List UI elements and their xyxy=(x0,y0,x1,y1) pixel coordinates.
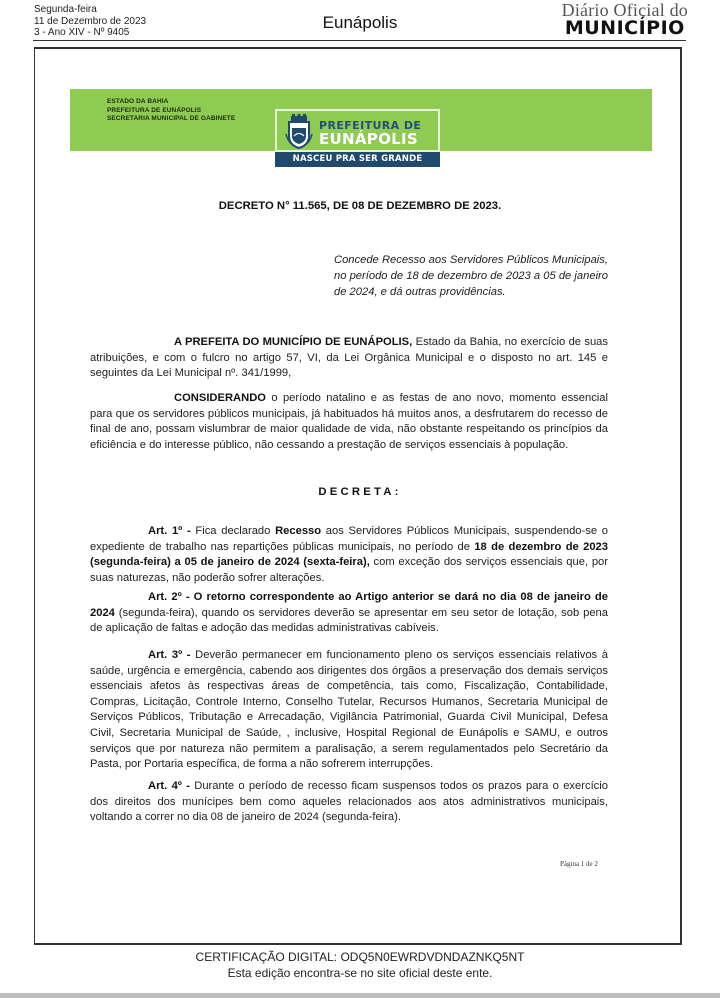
preamble-paragraph xyxy=(90,335,608,382)
masthead-line1: Diário Oficial do xyxy=(561,0,688,20)
article-2-return-date: O retorno correspondente ao Artigo anterior se dará no dia 08 de janeiro de 2024 xyxy=(90,591,608,619)
municipal-crest-icon xyxy=(285,114,313,150)
article-1-text: aos Servidores Públicos Municipais, suspendendo-se o expediente de trabalho nas repartições públicas municipais, no período de xyxy=(90,525,608,553)
article-2-label: Art. 2º - xyxy=(148,591,190,603)
weekday: Segunda-feira xyxy=(34,4,97,15)
article-1-text: Fica declarado xyxy=(190,525,276,537)
article-1-emphasis: Recesso xyxy=(275,525,322,537)
decreta-heading: DECRETA: xyxy=(318,486,402,498)
logo-top-panel xyxy=(275,109,440,152)
preamble-authority: A PREFEITA DO MUNICÍPIO DE EUNÁPOLIS, xyxy=(174,336,413,348)
digital-certification: CERTIFICAÇÃO DIGITAL: ODQ5N0EWRDVDNDAZNKQ5NT xyxy=(195,950,525,964)
edition-date: 11 de Dezembro de 2023 xyxy=(34,15,147,27)
article-2-text: (segunda-feira), quando os servidores deverão se apresentar em seu setor de lotação, sob pena de aplicação de faltas e adoção das medidas administrativas cabíveis. xyxy=(90,606,608,635)
edition-number: 3 - Ano XIV - Nº 9405 xyxy=(34,27,130,38)
bottom-scroll-bar xyxy=(0,993,720,998)
letterhead-state: ESTADO DA BAHIA xyxy=(107,98,169,105)
masthead-line2: MUNICÍPIO xyxy=(564,17,685,39)
city-name: Eunápolis xyxy=(322,13,398,32)
decree-summary: Concede Recesso aos Servidores Públicos Municipais, no período de 18 de dezembro de 2023 a 05 de janeiro de 2024, e dá outras providências. xyxy=(334,254,608,298)
page-number: Página 1 de 2 xyxy=(560,860,598,868)
preamble-text: Estado da Bahia, no exercício de suas atribuições, e com o fulcro no artigo 57, VI, da Lei Orgânica Municipal e o disposto no art. 145 e seguintes da Lei Municipal nº. 341/1999, xyxy=(90,336,608,380)
letterhead-secretariat: SECRETARIA MUNICIPAL DE GABINETE xyxy=(107,115,236,123)
header-divider xyxy=(33,40,686,41)
masthead-logo xyxy=(562,1,688,38)
article-4-text: Durante o período de recesso ficam suspensos todos os prazos para o exercício dos direitos dos munícipes bem como aqueles relacionados aos atos administrativos municipais, voltando a correr no dia 08 de janeiro de 2024 (segunda-feira). xyxy=(90,780,608,824)
decree-title: DECRETO N° 11.565, DE 08 DE DEZEMBRO DE 2023. xyxy=(218,200,502,212)
logo-line1: PREFEITURA DE xyxy=(319,119,422,132)
letterhead-prefecture: PREFEITURA DE EUNÁPOLIS xyxy=(107,106,202,114)
considerando-label: CONSIDERANDO xyxy=(174,392,266,404)
logo-slogan: NASCEU PRA SER GRANDE xyxy=(275,152,440,167)
considerando-paragraph xyxy=(90,391,608,453)
article-1 xyxy=(90,524,608,586)
considerando-text: o período natalino e as festas de ano novo, momento essencial para que os servidores públicos municipais, já habituados há muitos anos, a desfrutarem do recesso de final de ano, possam vislumbrar de maior qualidade de vida, não obstante respeitando os princípios da eficiência e do interesse público, não cessando a prestação de serviços essenciais à população. xyxy=(90,392,608,451)
article-1-period: 18 de dezembro de 2023 (segunda-feira) a 05 de janeiro de 2024 (sexta-feira), xyxy=(90,540,609,569)
logo-line2: EUNÁPOLIS xyxy=(319,130,418,148)
article-1-label: Art. 1º - xyxy=(148,525,191,537)
site-note: Esta edição encontra-se no site oficial deste ente. xyxy=(227,966,493,980)
article-1-text: com exceção dos serviços essenciais que, por suas naturezas, não poderão sofrer alterações. xyxy=(90,556,608,584)
article-4 xyxy=(90,779,608,826)
prefecture-logo xyxy=(275,109,440,169)
article-3 xyxy=(90,648,608,773)
article-2 xyxy=(90,590,608,637)
article-4-label: Art. 4º - xyxy=(148,780,190,792)
article-3-label: Art. 3º - xyxy=(148,649,191,661)
article-3-text: Deverão permanecer em funcionamento pleno os serviços essenciais relativos à saúde, urgência e emergência, cabendo aos dirigentes dos órgãos a preservação dos demais serviços essenciais afetos às respectivas áreas de competência, tais como, Fiscalização, Contabilidade, Compras, Licitação, Controle Interno, Conselho Tutelar, Recursos Humanos, Secretaria Municipal de Serviços Públicos, Tributação e Arrecadação, Vigilância Patrimonial, Guarda Civil Municipal, Defesa Civil, Secretaria Municipal de Saúde, , inclusive, Hospital Regional de Eunápolis e SAMU, e outros serviços que por natureza não permitem a paralisação, a serem regulamentados pelo Secretário da Pasta, por Portaria específica, de forma a não sofrerem interrupções. xyxy=(90,649,608,771)
letterhead-text xyxy=(107,98,235,124)
